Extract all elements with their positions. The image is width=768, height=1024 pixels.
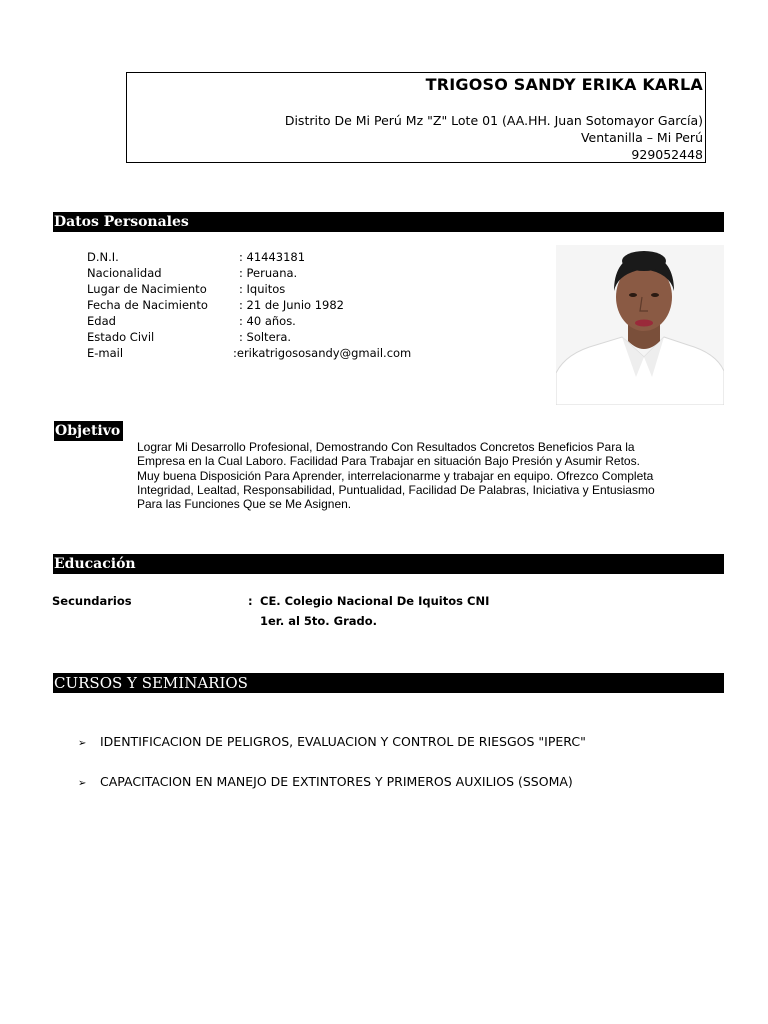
- education-grade: 1er. al 5to. Grado.: [260, 614, 378, 628]
- civil-status-label: Estado Civil: [87, 330, 155, 344]
- objective-line-5: Para las Funciones Que se Me Asignen.: [137, 497, 352, 512]
- section-title-objective: Objetivo: [54, 421, 123, 441]
- birthdate-value: : 21 de Junio 1982: [239, 298, 344, 312]
- address-line-1: Distrito De Mi Perú Mz "Z" Lote 01 (AA.HH. Juan Sotomayor García): [284, 113, 703, 128]
- header-box: [126, 72, 706, 163]
- age-value: : 40 años.: [239, 314, 296, 328]
- age-label: Edad: [87, 314, 116, 328]
- dni-label: D.N.I.: [87, 250, 119, 264]
- objective-line-2: Empresa en la Cual Laboro. Facilidad Para Trabajar en situación Bajo Presión y Asumir Retos.: [137, 454, 640, 469]
- birthplace-value: : Iquitos: [239, 282, 286, 296]
- objective-line-3: Muy buena Disposición Para Aprender, interrelacionarme y trabajar en equipo. Ofrezco Completa: [137, 468, 654, 483]
- education-school: CE. Colegio Nacional De Iquitos CNI: [260, 594, 490, 608]
- course-item-text: CAPACITACION EN MANEJO DE EXTINTORES Y PRIMEROS AUXILIOS (SSOMA): [100, 774, 573, 789]
- section-title-personal: Datos Personales: [53, 212, 724, 232]
- birthdate-label: Fecha de Nacimiento: [87, 298, 208, 312]
- course-item: [78, 774, 573, 789]
- birthplace-label: Lugar de Nacimiento: [87, 282, 207, 296]
- nationality-value: : Peruana.: [239, 266, 298, 280]
- email-value: :erikatrigososandy@gmail.com: [233, 346, 412, 360]
- civil-status-value: : Soltera.: [239, 330, 292, 344]
- phone-number: 929052448: [631, 147, 703, 162]
- objective-text: [137, 440, 697, 511]
- course-item-text: IDENTIFICACION DE PELIGROS, EVALUACION Y CONTROL DE RIESGOS "IPERC": [100, 734, 586, 749]
- objective-line-1: Lograr Mi Desarrollo Profesional, Demostrando Con Resultados Concretos Beneficios Para la: [137, 440, 635, 454]
- full-name: TRIGOSO SANDY ERIKA KARLA: [425, 75, 703, 94]
- section-title-education: Educación: [53, 554, 724, 574]
- education-colon: :: [248, 594, 253, 608]
- objective-line-4: Integridad, Lealtad, Responsabilidad, Puntualidad, Facilidad De Palabras, Iniciativa y Entusiasmo: [137, 482, 655, 497]
- email-label: E-mail: [87, 346, 124, 360]
- dni-value: : 41443181: [239, 250, 306, 264]
- education-level: Secundarios: [52, 594, 132, 608]
- portrait-illustration: [556, 245, 724, 405]
- arrow-bullet-icon: ➢: [78, 778, 87, 789]
- section-title-courses: CURSOS Y SEMINARIOS: [53, 673, 724, 693]
- address-line-2: Ventanilla – Mi Perú: [580, 130, 703, 145]
- course-item: [78, 734, 586, 749]
- arrow-bullet-icon: ➢: [78, 738, 87, 749]
- nationality-label: Nacionalidad: [87, 266, 162, 280]
- profile-photo: [556, 245, 724, 405]
